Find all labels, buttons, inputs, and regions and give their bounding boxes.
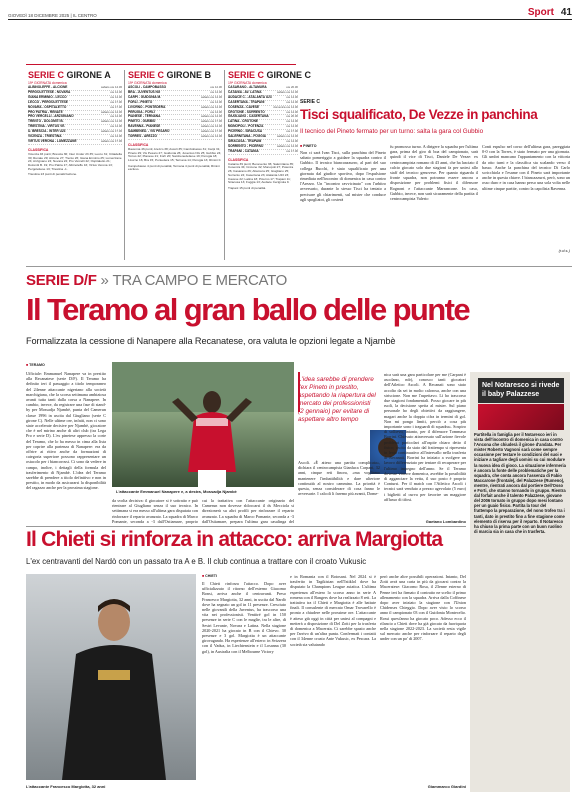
match-time: sabato ore 12.30	[277, 89, 298, 94]
match-time: sabato ore 14.30	[101, 119, 122, 124]
section-rule	[26, 526, 466, 527]
match-time: ore 14.30	[286, 138, 298, 143]
girone-b-classifica-label: CLASSIFICA	[128, 142, 149, 147]
page-header	[8, 6, 572, 20]
match-time: ore 17.30	[110, 104, 122, 109]
match-time: sabato ore 14.30	[201, 104, 222, 109]
tisci-location-tag: ■ PINETO	[300, 144, 317, 148]
match-time: ore 17.30	[110, 99, 122, 104]
match-teams: COSENZA - CAVESE	[228, 104, 260, 109]
match-time: sabato ore 14.30	[277, 134, 298, 139]
girone-a-title: SERIE C GIRONE A	[28, 70, 111, 80]
match-teams: RAVENNA - PIANESE	[128, 124, 161, 129]
teramo-column-5: nica sarà una gara particolare per me (Carpani è ascolano, ndr), conosco tanti giocatori dell'Atletico Ascoli. A Recanati sono stato accolto da sei in molto calorosa, anche con una striscione. Non me l'aspettavo. Lì ho trascorso due stagioni fondamentali. Posso giocare in più ruoli, la decisione spetta al mister. Sul piano personale ho degli obiettivi da raggiungere, magari anche la doppia cifra in termini di gol. Non mi pongo limiti, perciò a cosa più importante sono i traguardi di squadra». Sospiro di sollievo, intanto, per il difensore Tommaso Borrini. Chiesuto attraversato sull'azione fievole problemi particolari all'ospite chiaro detto il fisico; uscito da stato dal frattempo si ripresenta in lento continuativo all'intervallo nella trasferta di Recanati. Borrini ha iniziato a svolgere un lavoro differenziato per tentare di recuperare per l'ultimo impegno dell'anno. Se il Teramo dovesse vincere domenica, avrebbe la possibilità di agganciare la vetta, il suo posto è proprio Contursi. Per il match con l'Atletico Ascoli i tecnici sarà venduto a prezzo agevolato (5 euro) i biglietti al curva per favorire un maggiore afflusso di tifosi.	[384, 372, 466, 502]
match-time: ore 20.30	[286, 85, 298, 89]
section-name: Sport	[527, 7, 554, 18]
match-teams: CASARANO - ALTAMURA	[228, 85, 267, 89]
girone-a-classifica: Vicenza 46 punti; Brescia 36; Inter Under 23 35; Lecco 31; Cittadella 30; Renate 29; Alcione 27; Trento 26; Giana Erminio 25; Lumezzane 24; Arzignano 24; Novara 22; Pro Vercelli 22; Ospitaletto 21; Dolomiti B. 19; Pro Patria 17; Albinoleffe 16; Virtus Verona 13; Pergolettese 13; Triestina -1.	[28, 151, 122, 171]
column-divider	[124, 70, 125, 260]
girone-a-note: Triestina 23 punti di penalizzazione.	[28, 172, 78, 177]
match-row	[128, 135, 222, 140]
match-time: sabato ore 14.30	[101, 85, 122, 89]
match-teams: LIVORNO - PONTEDERA	[128, 104, 166, 109]
match-teams: PICERNO - SIRACUSA	[228, 129, 263, 134]
match-time: sabato ore 14.30	[201, 134, 222, 139]
match-time: sabato ore 14.30	[277, 143, 298, 148]
match-teams: LATINA - CROTONE	[228, 119, 259, 124]
match-time: ore 14.30	[110, 114, 122, 119]
match-teams: TRAPANI - CATANIA	[228, 148, 259, 153]
girone-b-matches	[128, 86, 222, 140]
chieti-location-tag: ■ CHIETI	[202, 574, 217, 578]
nanapere-caption: L'attaccante Emmanuel Nanapere e, a destra, Mossadja Njambè	[116, 489, 237, 494]
player-photo-illustration	[26, 574, 196, 780]
teramo-column-2: da svolta decisiva: il giocatore si è sottratto e può rientrare al Giugliano senza il suo tecnico. In settimana si era messo all'ultima gara disputata con rinforzare il reparto avanzato. La squadra di Marco Pomante, seconda a -3 dall'Ostiamare, proprio	[112, 498, 198, 524]
match-time: ore 17.30	[286, 129, 298, 134]
match-time: sabato ore 14.30	[101, 109, 122, 114]
tisci-signature: (r.d.s.)	[558, 248, 570, 253]
girone-b-title: SERIE C GIRONE B	[128, 70, 212, 80]
girone-b-classifica: Ravenna 46 punti; Arezzo 38; Ascoli 35; Cambobasso 31; Carpi 31; Pineto 29; Vis Pesaro 27; Guidonia 26; Juventus NG 25; Gubbio 24; Torres 22; Pianese 21; Forlì 20; Sambenedettese 19; Perugia 18; Livorno 16; Bra 15; Pontedera 15; Ternana 14; Perugia 13; Rimini 0.	[128, 146, 222, 163]
standings-girone-b	[128, 70, 222, 172]
girone-a-classifica-label: CLASSIFICA	[28, 147, 49, 152]
match-time: ore 14.30	[110, 124, 122, 129]
match-time: ore 14.30	[110, 134, 122, 139]
girone-a-matches	[28, 86, 122, 145]
tisci-column-1: Non ci sarà Ivan Tisci, sulla panchina del Pineto sabato pomeriggio a guidare la squadra contro il Gubbio. Il tecnico biancoazzurro, al pari del suo collega Bucchi, è stato squalificato per una giornata dal giudice sportivo, dopo l'espulsione rimediata nell'incontro di domenica in casa contro l'Arezzo. Un "incontro ravvicinato" con l'arbitro avversario, durante lo stesso Tisci ha tentato a precisare gli chiarimenti, sul mister che conduce agli spogliatoi, gli costerà	[300, 150, 386, 202]
page-date: GIOVEDÌ 18 DICEMBRE 2025 | IL CENTRO	[8, 13, 97, 18]
match-teams: SIRACUSA - TRAPANI	[228, 138, 262, 143]
match-time: sabato ore 14.30	[201, 114, 222, 119]
match-teams: TRIESTINA - VIRTUS VE.	[28, 124, 66, 129]
match-teams: BRA - JUVENTUS NG	[128, 89, 161, 94]
main-headline: Il Teramo al gran ballo delle punte	[26, 292, 469, 327]
chieti-column-1: Il Chieti rinforza l'attacco. Dopo aver ufficializzato il ritorno dell'esterno Giacomo Bonsi, arriva anche il centravanti. Preso Francesco Margiotta, 32 anni, in uscita dal Nardò dove ha segnato un gol in 11 presenze. Cresciuto nelle giovanili della Juventus, ha trascorso una vita nei professionisti. Ventitré gol in 150 presenze in serie C con le maglie, tra le altre, di Sestri Levante, Novara e Latina. Nella stagione 2020-2021 ha giocato in B con il Chievo. 30 presenze e 3 gol. Margiotta è un attaccante girovagando. Ha esperienze all'estero: in Svizzera con il Vaduz, in Liechtenstein e il Losanna (30 gol), in Australia con il Melbourne Victory	[202, 581, 286, 654]
teramo-location-tag: ■ TERAMO	[26, 363, 45, 367]
tisci-column-3: Conti espulso nel corso dell'ultima gara, pareggiata 0-0 con la Torres, è stato fermato per una giornata. Gli umbri mancano l'appuntamento con la vittoria da otto turni e la classifica sta scalando verso il basso. Anche la panchina del tecnico Di Carlo scricchiola e l'esame con il Pineto sarà importante anche in questa chiave. I biancazzurri, però, sono un osso duro e in casa hanno perso una sola volta nelle ultime cinque partite, contro la capolista Ravenna.	[482, 144, 570, 191]
sidebar-photo	[478, 404, 564, 430]
girone-c-classifica-label: CLASSIFICA	[228, 157, 249, 162]
match-teams: ASCOLI - CAMPOBASSO	[128, 85, 167, 89]
match-time: sabato ore 17.30	[201, 119, 222, 124]
match-teams: TRENTO - DOLOMITI B.	[28, 119, 64, 124]
nanapere-photo	[112, 362, 294, 487]
match-time: domenica ore 14.30	[273, 104, 298, 109]
match-time: ore 14.30	[286, 119, 298, 124]
match-teams: CASERTANA - TRAPANI	[228, 99, 265, 104]
match-time: ore 14.30	[210, 89, 222, 94]
match-time: ore 17.30	[286, 148, 298, 153]
margiotta-photo	[26, 574, 196, 780]
tisci-column-2: fu promosso turno. A dirigere la squadra per l'ultima gara, prima del giro di boa del campionato, sarà quindi il vice di Tisci, Daniele De Vezze: ex centrocampista romano di 43 anni, che ha lasciato il calcio giocato solo due stagioni fa per unirsi allo staff del tecnico genovese. Per quanto riguarda il fronte squadra, non potranno essere ancora a disposizione per problemi fisici il difensore Rognoni e l'attaccante Marrancone. In caso, Gubbio, invece, non sarà sicuramente della partita il centrocampista Valerio	[390, 144, 478, 202]
player-photo-illustration	[112, 362, 294, 487]
match-teams: PERUGIA - FORLÌ	[128, 109, 155, 114]
section-band: SERIE D/F » TRA CAMPO E MERCATO	[26, 272, 288, 289]
match-teams: SALERNITANA - FOGGIA	[228, 134, 266, 139]
match-teams: ALBINOLEFFE - ALCIONE	[28, 85, 68, 89]
match-teams: VIRTUS VERONA - LUMEZZANE	[28, 138, 77, 143]
pull-quote: L'idea sarebbe di prendere l'ex Pineto in prestito, aspettando la riapertura del mercato dei professionisti (2 gennaio) per evitare di aspettare altro tempo	[298, 376, 376, 423]
match-time: ore 12.30	[210, 85, 222, 89]
match-teams: CARPI - GUIDONIA M.	[128, 94, 161, 99]
girone-a-round: 19ª GIORNATA domenica	[28, 81, 67, 85]
match-teams: FORLÌ - PINETO	[128, 99, 153, 104]
tisci-headline: Tisci squalificato, De Vezze in panchina	[300, 107, 538, 122]
teramo-column-4: Ascoli. «È atteso una partita complicata», dichiara il centrocampista Gianluca Carpani, 32 anni, cinque reti finora, «ma vogliamo mantenere l'imbattibilità e dare ulteriore continuità al nostro cammino. La priorità è questa, senza considerare di cosa fanno le avversarie. I calcoli li faremo più avanti, Dome-	[298, 460, 380, 497]
girone-c-round: 19ª GIORNATA domenica	[228, 81, 267, 85]
section-rule	[26, 266, 572, 267]
tisci-subheadline: Il tecnico del Pineto fermato per un turno: salta la gara col Gubbio	[300, 128, 484, 135]
match-row	[28, 140, 122, 145]
match-time: sabato ore 17.30	[201, 129, 222, 134]
sidebar-headline: Nel Notaresco si rivede il baby Palazzese	[478, 378, 564, 403]
match-teams: TORRES - AREZZO	[128, 134, 158, 139]
girone-c-matches	[228, 86, 298, 155]
match-time: ore 20.30	[286, 114, 298, 119]
match-teams: PINETO - GUBBIO	[128, 119, 156, 124]
match-teams: PRO VERCELLI - ARZIGNANO	[28, 114, 74, 119]
match-teams: NOVARA - OSPITALETTO	[28, 104, 67, 109]
chieti-headline: Il Chieti si rinforza in attacco: arriva Margiotta	[26, 528, 443, 551]
chieti-column-2: e in Romania con il Botosani. Nel 2024 si è trasferito in Tagikistan nell'Istiklol dove ha disputato la Champions League asiatica. L'ultima esperienza all'estero lo scorso anno in serie A romena con il Rangers dove ha realizzato 8 reti. La trattativa tra il Chieti e Margiotta è alle battute finali. Il consulente di mercato Omar Trovarello è pronto a chiudere nelle prossime ore. L'attaccante è atteso già oggi in città per unirsi al compagni e metterà a disposizione di Del Zotti per la trasferta di domenica a Macerata. Ci sarebbe spazio anche per l'arrivo di un'altra punta. Confermati i contatti con il 34enne croato Ante Vukusic, ex Pescara. La società sta valutando	[290, 574, 376, 647]
girone-b-round: 19ª GIORNATA domenica	[128, 81, 167, 85]
match-teams: CROTONE - SORRENTO	[228, 109, 265, 114]
match-teams: PERGOLETTESE - NOVARA	[28, 89, 71, 94]
match-time: ore 14.30	[286, 99, 298, 104]
match-teams: LECCO - PERGOLETTESE	[28, 99, 68, 104]
match-time: sabato ore 17.30	[101, 129, 122, 134]
chieti-column-3: però anche altre possibili operazioni. Intanto, Del Zotti avrà una carta in più da giocarsi contro la Maceratese: Giacomo Rosa, il 23enne esterno di Penne ieri ha firmato il contratto ne scelto il primo allenamento con la squadra. Arriva dalla Coffinese dopo aver iniziato la stagione con l'Union Chidenses Chieggio. Dopo aver visto lo scorso anno il campionato 03 con il Guidonia Montecelio. Rossi quest'anno ha giocato poco. Adesso ecco il rilancio a Chieti dove ha già giocato da fuoriquota nella stagione 2022-2023. La società resta vigile sul mercato anche per rinforzare il reparto degli under con un po' di 2007.	[380, 574, 466, 642]
match-teams: SORRENTO - PICERNO	[228, 143, 264, 148]
column-divider	[224, 70, 225, 260]
match-time: sabato ore 14.30	[201, 94, 222, 99]
girone-b-note: Campobasso 4 punti di penalità; Ternana 4 punti di penalità; Rimini escluso.	[128, 163, 220, 172]
chieti-subheadline: L'ex centravanti del Nardò con un passato tra A e B. Il club continua a trattare con il croato Vukusic	[26, 557, 367, 566]
match-teams: U. BRESCIA - INTER U23	[28, 129, 66, 134]
match-time: ore 14.30	[110, 89, 122, 94]
match-time: ore 14.30	[286, 94, 298, 99]
match-teams: GIANA ERMINIO - LECCO	[28, 94, 67, 99]
match-teams: SAMBENED. - VIS PESARO	[128, 129, 170, 134]
tisci-kicker: SERIE C	[300, 99, 321, 105]
match-time: sabato ore 14.30	[201, 124, 222, 129]
match-time: sabato ore 17.30	[101, 138, 122, 143]
standings-top-rule	[26, 64, 296, 65]
teramo-column-1: Ufficiale: Emmanuel Nanapere va in prestito alla Recanatese (serie D/F). Il Teramo ha definito ieri il passaggio a titolo temporaneo del 24enne attaccante nigeriano alla società marchigiana, che la scorsa settimana ambiziosa avanti tutta tanti dalla corsa a Nanapere. In cambio, invece, da registrare una fase di stand-by per Mossadja Njambè, punta del Camerun classe 1996 in uscita dal Giugliano (serie C girone C). Nelle ultime ore, infatti, non ci sono state accelerate decisive per Njambè, giocatore che è nel mirino anche di altri club (tra Lega Pro e serie D). L'ex pinetese appresso la corte del Teramo, che lo ha messo in cima alla lista per coprire alla partenza di Nanapere: era da offrire ai ritivo anche da formazioni di categoria superiore possono rappresentare un ostacolo per i biancorossi. Ci sono da vedere in campo, inoltre, i dettagli della formula del trasferimento di Njambè. L'idea del Teramo sarebbe di prendere a titolo definitivo e non in prestito, in modo da assicurarsi la disponibilità del ragazzo anche per la prossima stagione.	[26, 371, 106, 491]
match-time: ore 14.30	[286, 124, 298, 129]
page-number: 41	[560, 7, 572, 18]
match-time: ore 14.30	[210, 109, 222, 114]
match-teams: PIANESE - TERNANA	[128, 114, 161, 119]
margiotta-caption: L'attaccante Francesco Margiotta, 32 anni	[26, 784, 106, 789]
match-time: ore 14.30	[210, 99, 222, 104]
match-time: ore 14.30	[286, 109, 298, 114]
girone-c-classifica: Catania 39 punti; Benevento 36; Salernitana 35; Cosenza 34; Crotone 32; Monopoli 27; Potenza 26; Casarano 26; Altamura 25; Giugliano 25; Sorrento 24; Casertana 23; Atalanta U23 23; Cavese 22; Latina 18; Picerno 17; Trapani 11; Siracusa 13; Foggia 13; Audace Cerignola 9.	[228, 161, 294, 185]
match-row	[228, 150, 298, 155]
match-teams: PRO PATRIA - RENATE	[28, 109, 63, 114]
teramo-signature: Gaetano Lombardino	[425, 519, 466, 524]
girone-c-note: Trapani 15 punti di penalità.	[228, 185, 267, 190]
match-teams: AUDACE C. - ATALANTA U23	[228, 94, 272, 99]
match-teams: CATANIA - AV. LATINA	[228, 89, 262, 94]
sidebar-text: Partitella in famiglia per il Notaresco ieri in vista dell'incontro di domenica in casa contro l'Ancona che chiuderà il girone d'andata. Per mister Roberto Vagnoni sarà come sempre occasione per testare le condizioni del suoi e iniziare a tagliare degli uomini su cui modulare la nuova idea di gioco. La situazione infermeria è ancora la fonte delle problematiche per la squadra, che conta ancora l'assenza di Fabio Maccarone (frontale), del Palazzese (Rumeno), mentre, rientrati ancora dal portiere Dell'Osso e Forti, che stanno tornando in gruppo. Rientra dal forfait anche il talento Palazzese, giovane del 2006 tornato in gruppo dopo mesi lontano per un guaio fisico. Partita la tour del frattempo la preparazione, del nono trofeo tra i tanti, dato in prestito fino a fine stagione come elemento di riserva per il reparto. Il Notaresco ha chiuso la prima parte con un buon ruolino di marcia sia in casa che in trasferta.	[474, 432, 566, 534]
main-subheadline: Formalizzata la cessione di Nanapere alla Recanatese, ora valuta le opzioni legate a Njambè	[26, 336, 396, 346]
girone-c-title: SERIE C GIRONE C	[228, 70, 312, 80]
match-teams: MONOPOLI - POTENZA	[228, 124, 264, 129]
chieti-signature: Giammarco Giardini	[427, 784, 466, 789]
standings-girone-a	[28, 70, 122, 177]
match-teams: GIUGLIANO - CASERTANA	[228, 114, 269, 119]
teramo-column-3: cui la trattativa con l'attaccante originario del Camerun non dovesse sbloccarsi il ds Mecciola si direzionerà su altri profili per rinforzare il reparto avanzato. La squadra di Marco Pomante, seconda a -3 dall'Ostiamare, prepara l'ultima gara casalinga del	[202, 498, 294, 524]
match-teams: VICENZA - TRIESTINA	[28, 134, 62, 139]
match-time: ore 14.30	[110, 94, 122, 99]
